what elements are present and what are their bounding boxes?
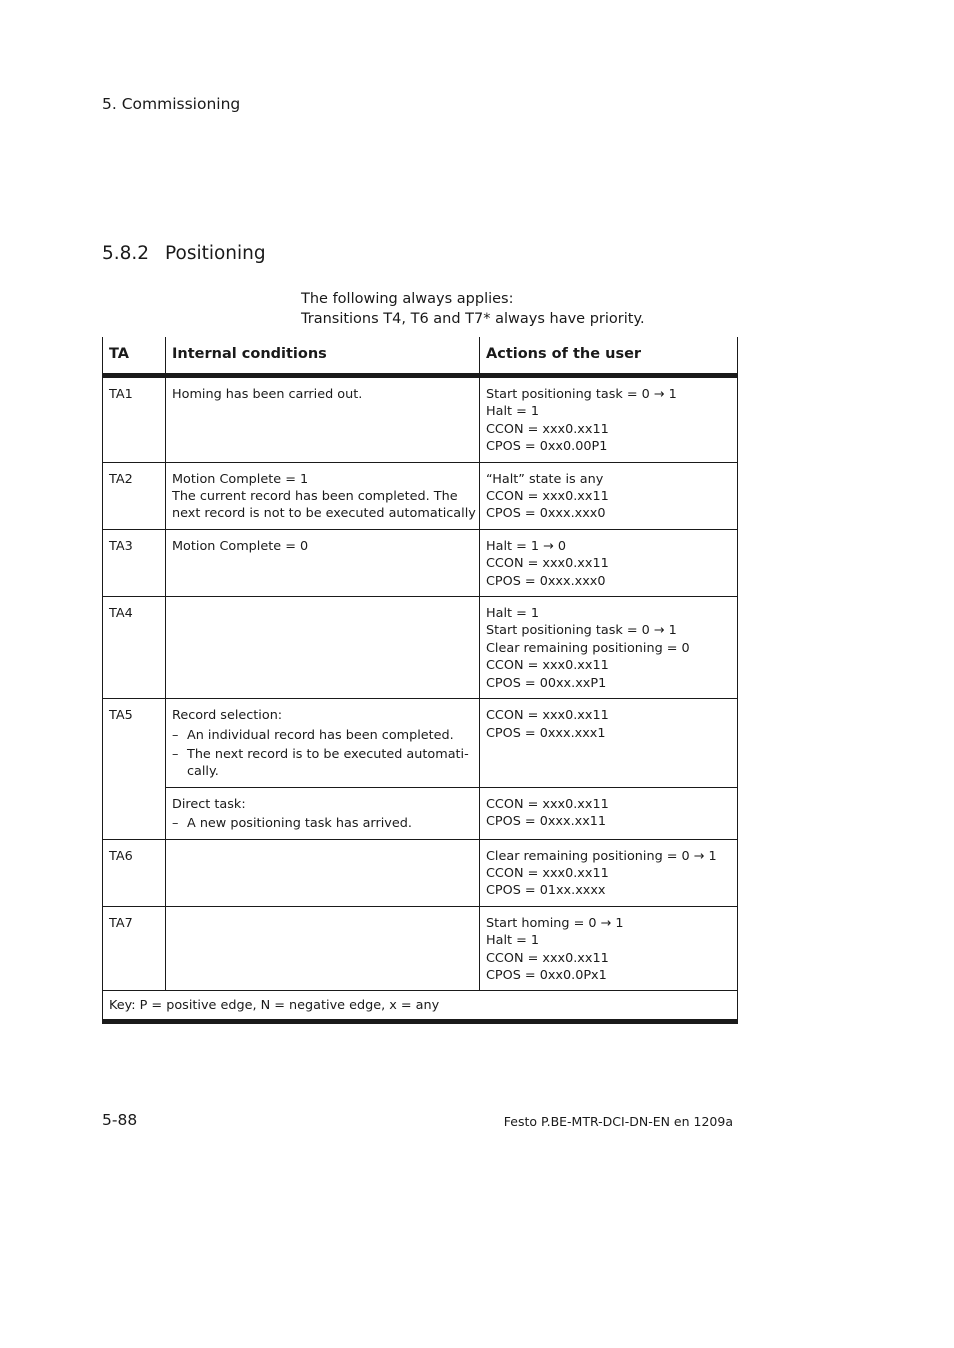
bullet-text: A new positioning task has arrived. [187, 816, 412, 832]
ta-id: TA3 [103, 529, 166, 596]
bullet-text: The next record is to be executed automati-cally. [187, 746, 469, 780]
condition-cell [166, 787, 480, 839]
action-line: Start positioning task = 0 → 1 [486, 623, 677, 639]
section-title: Positioning [165, 243, 266, 264]
page-number: 5-88 [102, 1111, 138, 1129]
section-heading [102, 243, 266, 264]
chapter-header: 5. Commissioning [102, 95, 241, 113]
header-internal-conditions: Internal conditions [166, 337, 480, 376]
action-line: CPOS = 0xxx.xxx0 [486, 573, 606, 589]
condition-cell [166, 699, 480, 788]
action-line: CPOS = 0xxx.xx11 [486, 814, 607, 830]
actions-cell [480, 529, 738, 596]
table-row [103, 699, 738, 788]
document-id: Festo P.BE-MTR-DCI-DN-EN en 1209a [503, 1114, 733, 1129]
action-line: Start positioning task = 0 → 1 [486, 387, 677, 402]
action-line: “Halt” state is any [486, 471, 604, 487]
table-key-row [103, 991, 738, 1021]
condition-text: Homing has been carried out. [172, 387, 363, 402]
actions-cell [480, 787, 738, 839]
action-line: CCON = xxx0.xx11 [486, 708, 609, 724]
ta-id: TA6 [103, 839, 166, 906]
bullet-item [172, 746, 473, 781]
action-line: Halt = 1 [486, 933, 540, 949]
action-line: CPOS = 01xx.xxxx [486, 883, 606, 899]
table-row [103, 906, 738, 991]
dash-glyph: – [172, 746, 179, 762]
action-line: Halt = 1 → 0 [486, 538, 567, 554]
action-line: CCON = xxx0.xx11 [486, 556, 609, 572]
condition-text: Motion Complete = 0 [172, 538, 309, 554]
condition-cell [166, 529, 480, 596]
section-number: 5.8.2 [102, 243, 150, 264]
bullet-item [172, 727, 473, 744]
ta-id: TA1 [103, 376, 166, 463]
action-line: CCON = xxx0.xx11 [486, 950, 609, 966]
condition-text: next record is not to be executed automatically [172, 506, 476, 522]
ta-id: TA4 [103, 597, 166, 699]
action-line: Halt = 1 [486, 606, 540, 622]
bullet-item [172, 815, 473, 832]
action-line: CCON = xxx0.xx11 [486, 421, 609, 437]
action-line: Start homing = 0 → 1 [486, 915, 624, 931]
actions-cell [480, 906, 738, 991]
action-line: Clear remaining positioning = 0 → 1 [486, 848, 717, 864]
condition-heading: Record selection: [172, 708, 283, 724]
table-row [103, 839, 738, 906]
table-row [103, 529, 738, 596]
action-line: CCON = xxx0.xx11 [486, 658, 609, 674]
actions-cell [480, 462, 738, 529]
header-actions-of-user: Actions of the user [480, 337, 738, 376]
intro-text [301, 289, 645, 329]
action-line: CCON = xxx0.xx11 [486, 865, 609, 881]
condition-cell [166, 376, 480, 463]
condition-heading: Direct task: [172, 796, 246, 812]
actions-cell [480, 376, 738, 463]
action-line: CPOS = 0xxx.xxx1 [486, 725, 606, 741]
ta-id: TA2 [103, 462, 166, 529]
dash-glyph: – [172, 727, 179, 743]
action-line: Halt = 1 [486, 404, 540, 420]
table-row [103, 597, 738, 699]
dash-glyph: – [172, 816, 179, 832]
table-header-row [103, 337, 738, 376]
table-row [103, 787, 738, 839]
condition-text: Motion Complete = 1 [172, 471, 309, 487]
condition-cell [166, 597, 480, 699]
action-line: Clear remaining positioning = 0 [486, 640, 690, 656]
condition-cell [166, 462, 480, 529]
action-line: CPOS = 00xx.xxP1 [486, 675, 607, 691]
actions-cell [480, 597, 738, 699]
condition-cell [166, 839, 480, 906]
actions-cell [480, 839, 738, 906]
action-line: CPOS = 0xxx.xxx0 [486, 506, 606, 522]
action-line: CCON = xxx0.xx11 [486, 489, 609, 505]
ta-id: TA7 [103, 906, 166, 991]
table-row [103, 376, 738, 463]
action-line: CPOS = 0xx0.00P1 [486, 439, 608, 455]
transition-table [102, 337, 738, 1024]
intro-line-2: Transitions T4, T6 and T7* always have priority. [301, 311, 645, 327]
table-row [103, 462, 738, 529]
header-ta: TA [103, 337, 166, 376]
intro-line-1: The following always applies: [301, 291, 514, 307]
ta-id: TA5 [103, 699, 166, 839]
condition-cell [166, 906, 480, 991]
action-line: CPOS = 0xx0.0Px1 [486, 967, 607, 983]
action-line: CCON = xxx0.xx11 [486, 796, 609, 812]
condition-text: The current record has been completed. The [172, 489, 458, 505]
table-key: Key: P = positive edge, N = negative edge, x = any [103, 991, 738, 1021]
actions-cell [480, 699, 738, 788]
bullet-text: An individual record has been completed. [187, 727, 454, 743]
